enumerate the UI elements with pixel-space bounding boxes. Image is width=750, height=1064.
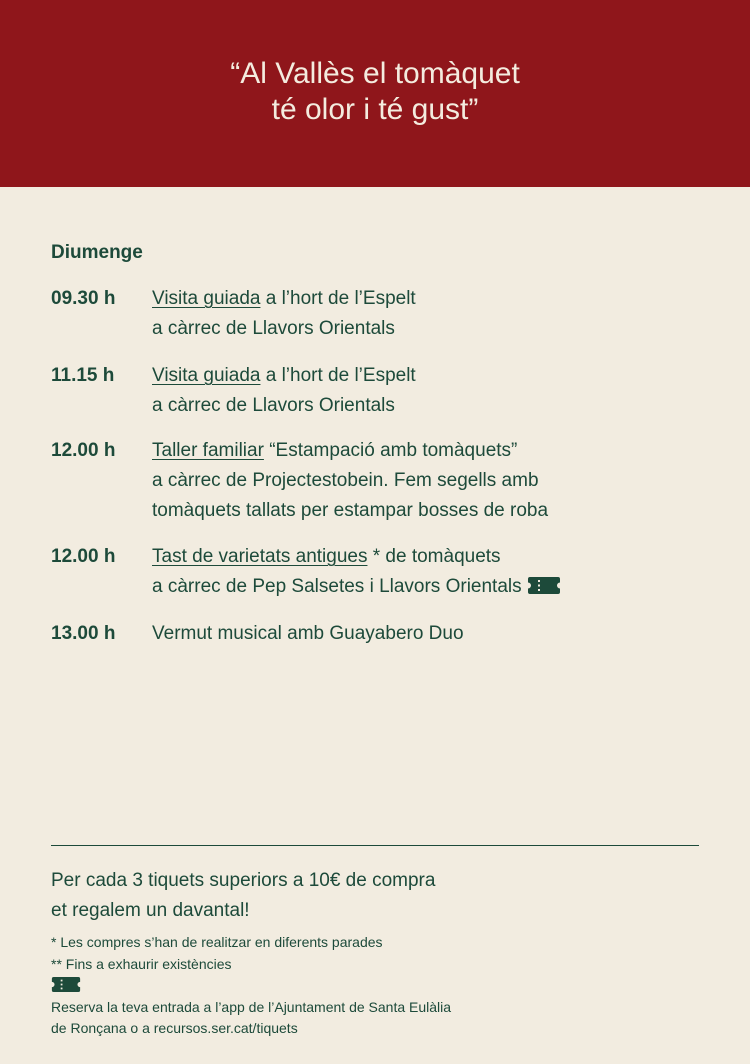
event-time: 09.30 h — [51, 288, 116, 309]
event-link[interactable]: Visita guiada — [152, 288, 261, 309]
event-organizer: a càrrec de Llavors Orientals — [152, 318, 395, 339]
event-text: * de tomàquets — [367, 546, 501, 567]
footnote-2: ** Fins a exhaurir existències — [51, 955, 232, 972]
reservation-link[interactable]: de Ronçana o a recursos.ser.cat/tiquets — [51, 1020, 298, 1036]
event-detail: tomàquets tallats per estampar bosses de roba — [152, 500, 549, 521]
footnotes — [51, 932, 701, 1040]
event-organizer: a càrrec de Pep Salsetes i Llavors Orientals — [152, 576, 522, 597]
section-divider — [51, 845, 699, 846]
promo-line-1: Per cada 3 tiquets superiors a 10€ de compra — [51, 870, 436, 891]
header-banner — [0, 0, 750, 187]
event-description — [152, 361, 712, 421]
event-description — [152, 284, 712, 344]
event-link[interactable]: Taller familiar — [152, 440, 264, 461]
ticket-icon — [51, 977, 81, 992]
event-time: 13.00 h — [51, 623, 116, 644]
event-time: 12.00 h — [51, 440, 116, 461]
event-text: a l’hort de l’Espelt — [260, 365, 416, 386]
event-organizer: a càrrec de Projectestobein. Fem segells amb — [152, 470, 539, 491]
event-text: Vermut musical amb Guayabero Duo — [152, 623, 464, 644]
event-text: “Estampació amb tomàquets” — [263, 440, 518, 461]
event-description — [152, 542, 712, 602]
title-line-1: “Al Vallès el tomàquet — [230, 57, 520, 90]
event-organizer: a càrrec de Llavors Orientals — [152, 395, 395, 416]
event-link[interactable]: Visita guiada — [152, 365, 261, 386]
event-text: a l’hort de l’Espelt — [260, 288, 416, 309]
event-time: 12.00 h — [51, 546, 116, 567]
promo-line-2: et regalem un davantal! — [51, 900, 250, 921]
promo-text — [51, 866, 691, 926]
event-description — [152, 619, 712, 649]
event-link[interactable]: Tast de varietats antigues — [152, 546, 368, 567]
event-description — [152, 436, 712, 526]
event-time: 11.15 h — [51, 365, 115, 386]
ticket-icon — [528, 577, 560, 594]
footnote-1: * Les compres s’han de realitzar en diferents parades — [51, 934, 383, 950]
page-title — [0, 56, 750, 128]
reservation-note: Reserva la teva entrada a l’app de l’Ajuntament de Santa Eulàlia — [51, 998, 452, 1015]
title-line-2: té olor i té gust” — [271, 93, 479, 126]
day-heading: Diumenge — [51, 242, 143, 263]
